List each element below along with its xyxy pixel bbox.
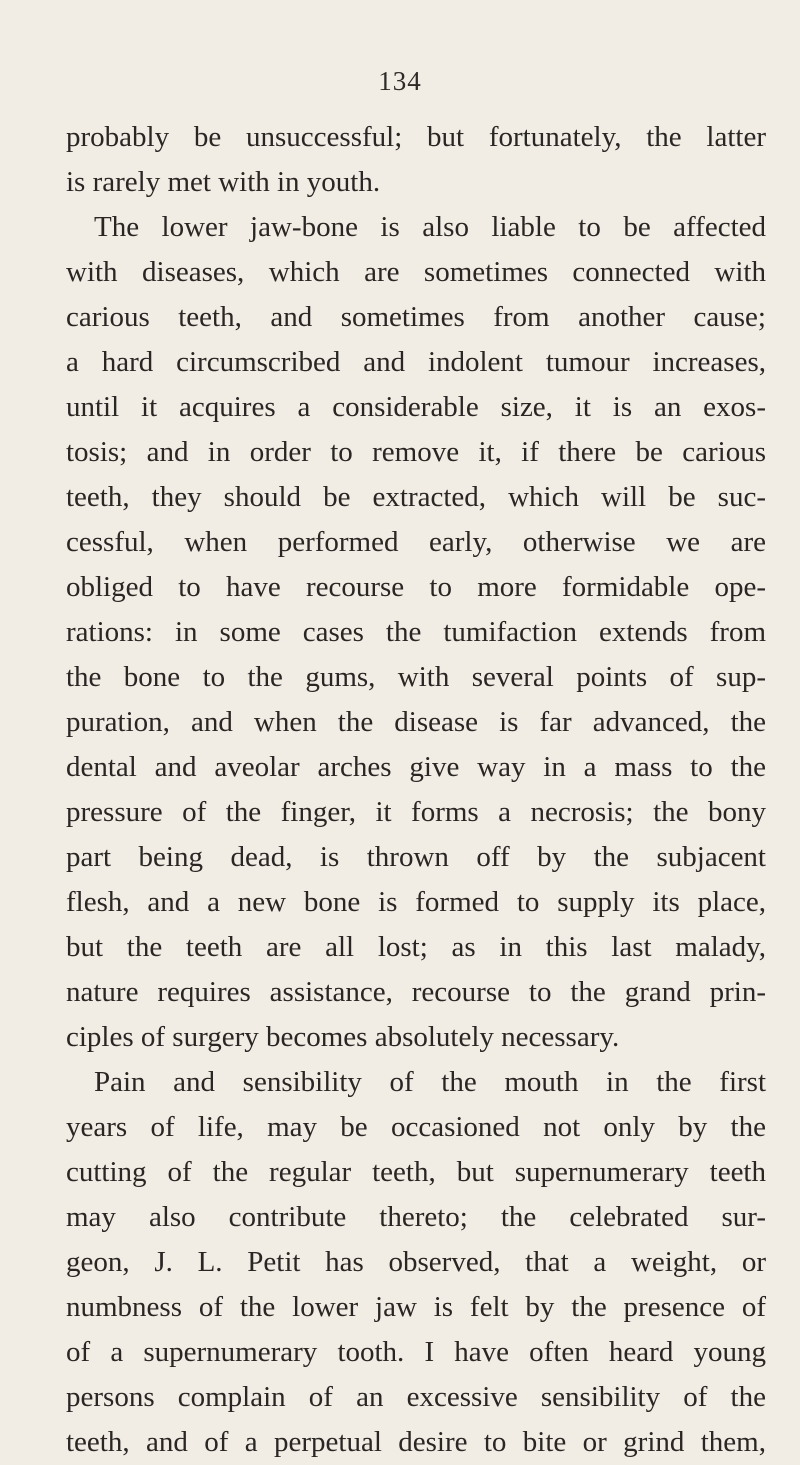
text-line: carious teeth, and sometimes from another cause; (66, 301, 766, 333)
text-line: The lower jaw-bone is also liable to be affected (94, 211, 766, 243)
text-line: nature requires assistance, recourse to the grand prin- (66, 976, 766, 1008)
text-line: flesh, and a new bone is formed to supply its place, (66, 886, 766, 918)
text-line: ciples of surgery becomes absolutely necessary. (66, 1021, 620, 1053)
text-line: geon, J. L. Petit has observed, that a weight, or (66, 1246, 766, 1278)
text-line: tosis; and in order to remove it, if there be carious (66, 436, 766, 468)
text-line: is rarely met with in youth. (66, 166, 381, 198)
text-line: the bone to the gums, with several points of sup- (66, 661, 766, 693)
text-line: numbness of the lower jaw is felt by the presence of (66, 1291, 766, 1323)
text-line: but the teeth are all lost; as in this last malady, (66, 931, 766, 963)
text-line: pressure of the finger, it forms a necrosis; the bony (66, 796, 766, 828)
text-line: persons complain of an excessive sensibility of the (66, 1381, 766, 1413)
text-line: rations: in some cases the tumifaction extends from (66, 616, 766, 648)
text-line: puration, and when the disease is far advanced, the (66, 706, 766, 738)
text-line: a hard circumscribed and indolent tumour increases, (66, 346, 766, 378)
body-text (66, 115, 766, 1465)
text-line: with diseases, which are sometimes connected with (66, 256, 766, 288)
text-line: of a supernumerary tooth. I have often heard young (66, 1336, 766, 1368)
text-line: teeth, they should be extracted, which will be suc- (66, 481, 766, 513)
text-line: probably be unsuccessful; but fortunately, the latter (66, 121, 766, 153)
text-line: cessful, when performed early, otherwise we are (66, 526, 766, 558)
text-line: cutting of the regular teeth, but supernumerary teeth (66, 1156, 766, 1188)
page-number: 134 (378, 66, 422, 96)
text-line: until it acquires a considerable size, it is an exos- (66, 391, 766, 423)
text-line: part being dead, is thrown off by the subjacent (66, 841, 766, 873)
text-line: years of life, may be occasioned not only by the (66, 1111, 766, 1143)
text-line: obliged to have recourse to more formidable ope- (66, 571, 766, 603)
text-line: Pain and sensibility of the mouth in the first (94, 1066, 766, 1098)
text-line: may also contribute thereto; the celebrated sur- (66, 1201, 766, 1233)
text-line: teeth, and of a perpetual desire to bite or grind them, (66, 1426, 766, 1458)
text-line: dental and aveolar arches give way in a mass to the (66, 751, 766, 783)
